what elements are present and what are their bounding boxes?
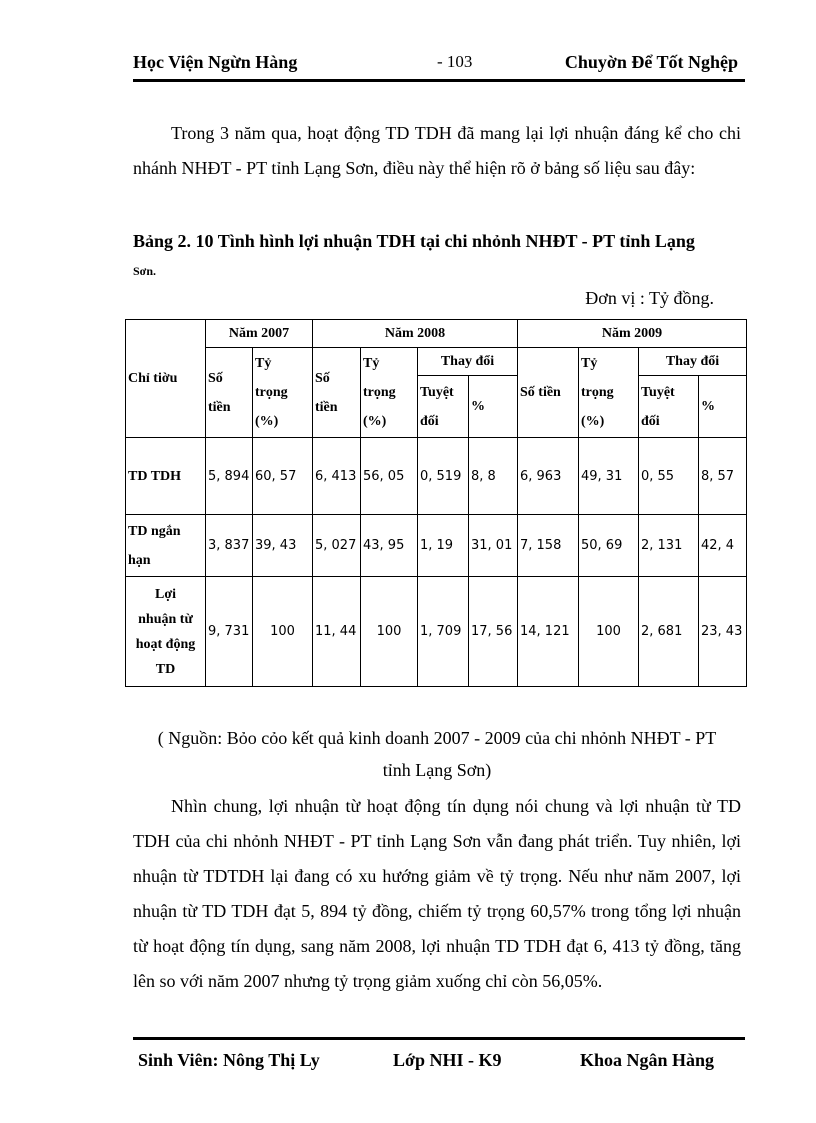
table-header-row-1 (126, 320, 747, 348)
table-cell: 1, 709 (418, 577, 469, 687)
table-header-row-2 (126, 348, 747, 376)
table-cell: 0, 519 (418, 438, 469, 515)
table-cell: 2, 681 (639, 577, 699, 687)
table-cell: 14, 121 (518, 577, 579, 687)
year-2009: Năm 2009 (518, 320, 747, 348)
col-chi-tieu: Chỉ tiờu (126, 320, 206, 438)
table-cell: 42, 4 (699, 515, 747, 577)
profit-table (125, 319, 747, 687)
ty-trong-2007: Tỷ trọng (%) (253, 348, 313, 438)
footer-rule (133, 1037, 745, 1040)
year-2007: Năm 2007 (206, 320, 313, 348)
tuyet-doi-2009: Tuyệt đối (639, 376, 699, 438)
caption-main: Bảng 2. 10 Tình hình lợi nhuận TDH tại chi nhỏnh NHĐT - PT tỉnh Lạng (133, 231, 695, 251)
thay-doi-2008: Thay đổi (418, 348, 518, 376)
table-row (126, 515, 747, 577)
so-tien-2008: Số tiền (313, 348, 361, 438)
table-cell: 43, 95 (361, 515, 418, 577)
table-cell: 100 (253, 577, 313, 687)
tuyet-doi-2008: Tuyệt đối (418, 376, 469, 438)
table-cell: 5, 027 (313, 515, 361, 577)
table-cell: 100 (579, 577, 639, 687)
table-caption (133, 229, 741, 283)
table-cell: 17, 56 (469, 577, 518, 687)
table-cell: 3, 837 (206, 515, 253, 577)
row-label: Lợi nhuận từ hoạt động TD (126, 577, 206, 687)
ty-trong-2008: Tỷ trọng (%) (361, 348, 418, 438)
source-line-1: ( Nguồn: Bỏo cỏo kết quả kinh doanh 2007 - 2009 của chi nhỏnh NHĐT - PT (157, 728, 717, 748)
table-cell: 49, 31 (579, 438, 639, 515)
table-cell: 8, 57 (699, 438, 747, 515)
table-cell: 1, 19 (418, 515, 469, 577)
table-cell: 56, 05 (361, 438, 418, 515)
table-cell: 6, 413 (313, 438, 361, 515)
table-cell: 23, 43 (699, 577, 747, 687)
intro-paragraph (133, 116, 741, 186)
table-cell: 0, 55 (639, 438, 699, 515)
header-right: Chuyờn Để Tốt Nghệp (564, 52, 738, 72)
row-label: TD ngắn hạn (126, 515, 206, 577)
table-cell: 100 (361, 577, 418, 687)
table-row (126, 577, 747, 687)
pct-2009: % (699, 376, 747, 438)
body-paragraph (133, 789, 741, 999)
page-number: - 103 (437, 52, 473, 71)
so-tien-2009: Số tiền (518, 348, 579, 438)
table-cell: 50, 69 (579, 515, 639, 577)
table-row (126, 438, 747, 515)
table-cell: 2, 131 (639, 515, 699, 577)
body-text: Nhìn chung, lợi nhuận từ hoạt động tín dụng nói chung và lợi nhuận từ TD TDH của chi nhỏnh NHĐT - PT tỉnh Lạng Sơn vẫn đang phát triển. Tuy nhiên, lợi nhuận từ TDTDH lại đang có xu hướng giảm về tỷ trọng. Nếu như năm 2007, lợi nhuận từ TD TDH đạt 5, 894 tỷ đồng, chiếm tỷ trọng 60,57% trong tổng lợi nhuận từ hoạt động tín dụng, sang năm 2008, lợi nhuận TD TDH đạt 6, 413 tỷ đồng, tăng lên so với năm 2007 nhưng tỷ trọng giảm xuống chỉ còn 56,05%. (133, 796, 741, 991)
header-left: Học Viện Ngừn Hàng (133, 52, 298, 72)
row-label: TD TDH (126, 438, 206, 515)
header-rule (133, 79, 745, 82)
source-note (133, 722, 741, 786)
so-tien-2007: Số tiền (206, 348, 253, 438)
ty-trong-2009: Tỷ trọng (%) (579, 348, 639, 438)
footer-student: Sinh Viên: Nông Thị Ly (138, 1050, 320, 1070)
table-cell: 7, 158 (518, 515, 579, 577)
pct-2008: % (469, 376, 518, 438)
footer-dept: Khoa Ngân Hàng (580, 1050, 715, 1070)
table-cell: 5, 894 (206, 438, 253, 515)
thay-doi-2009: Thay đổi (639, 348, 747, 376)
caption-tail: Sơn. (133, 264, 156, 278)
table-cell: 60, 57 (253, 438, 313, 515)
table-cell: 31, 01 (469, 515, 518, 577)
table-cell: 8, 8 (469, 438, 518, 515)
table-cell: 11, 44 (313, 577, 361, 687)
intro-text: Trong 3 năm qua, hoạt động TD TDH đã mang lại lợi nhuận đáng kể cho chi nhánh NHĐT - PT tỉnh Lạng Sơn, điều này thể hiện rõ ở bảng số liệu sau đây: (133, 123, 741, 178)
table-cell: 6, 963 (518, 438, 579, 515)
table-cell: 39, 43 (253, 515, 313, 577)
source-line-2: tỉnh Lạng Sơn) (382, 760, 492, 780)
footer-class: Lớp NHI - K9 (393, 1050, 502, 1070)
table-cell: 9, 731 (206, 577, 253, 687)
unit-label: Đơn vị : Tỷ đồng. (585, 288, 714, 308)
year-2008: Năm 2008 (313, 320, 518, 348)
